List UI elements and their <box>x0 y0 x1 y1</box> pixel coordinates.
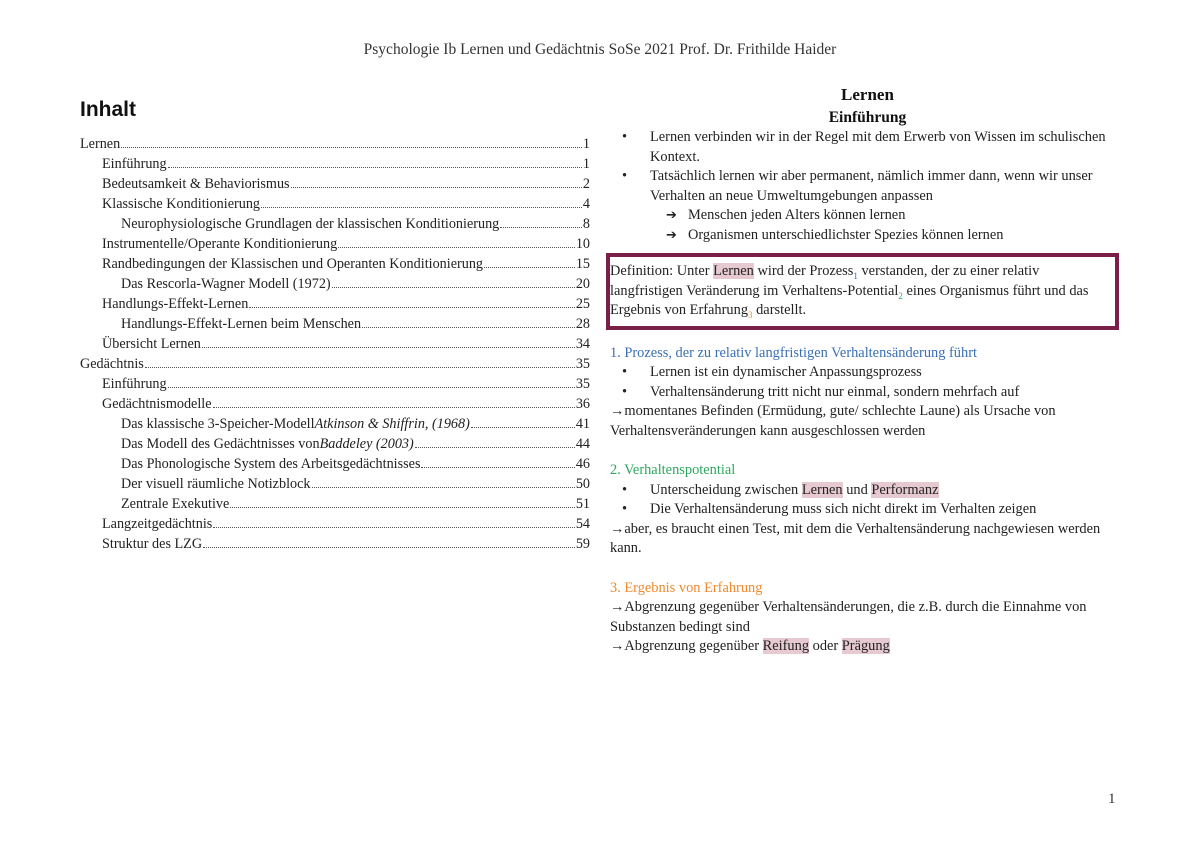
toc-entry[interactable] <box>80 194 590 214</box>
arrow-list <box>610 206 1125 245</box>
toc-entry-title: Das Phonologische System des Arbeitsgedächtnisses <box>121 456 421 472</box>
marker-1: 1 <box>853 270 858 281</box>
toc-leader-dots <box>168 387 575 388</box>
page-header: Psychologie Ib Lernen und Gedächtnis SoSe 2021 Prof. Dr. Frithilde Haider <box>363 41 837 58</box>
list-item: • Unterscheidung zwischen Lernen und Performanz <box>610 481 1125 501</box>
toc-entry[interactable] <box>80 354 590 374</box>
toc-entry-citation: Atkinson & Shiffrin, (1968) <box>314 416 470 432</box>
toc-entry-title: Lernen <box>80 136 121 152</box>
marker-3: 3 <box>748 309 753 320</box>
section-1-text: →momentanes Befinden (Ermüdung, gute/ schlechte Laune) als Ursache von Verhaltensveränderungen kann ausgeschlossen werden <box>610 403 1056 439</box>
toc-page-number: 35 <box>575 356 590 372</box>
toc-entry[interactable] <box>80 334 590 354</box>
toc-entry[interactable] <box>80 294 590 314</box>
toc-leader-dots <box>484 267 575 268</box>
toc-entry-title: Bedeutsamkeit & Behaviorismus <box>102 176 290 192</box>
toc-leader-dots <box>249 307 575 308</box>
toc-entry-title: Klassische Konditionierung <box>102 196 261 212</box>
toc-page-number: 10 <box>575 236 590 252</box>
list-item: • Tatsächlich lernen wir aber permanent, nämlich immer dann, wenn wir unser Verhalten an neue Umweltumgebungen anpassen <box>610 167 1125 206</box>
toc-page-number: 25 <box>575 296 590 312</box>
toc-leader-dots <box>145 367 575 368</box>
toc-leader-dots <box>500 227 582 228</box>
toc-page-number: 41 <box>575 416 590 432</box>
table-of-contents <box>80 134 590 554</box>
definition-text: Definition: Unter Lernen wird der Prozess$_1$ verstanden, der zu einer relativ langfristigen Veränderung im Verhaltens-Potential$_2$ eines Organismus führt und das Ergebnis von Erfahrung$_3$ darstellt. <box>610 263 1089 320</box>
section-1-heading: 1. Prozess, der zu relativ langfristigen Verhaltensänderung führt <box>610 344 977 361</box>
toc-leader-dots <box>362 327 575 328</box>
toc-entry[interactable] <box>80 154 590 174</box>
content-column <box>610 84 1125 657</box>
toc-entry-title: Handlungs-Effekt-Lernen beim Menschen <box>121 316 362 332</box>
toc-leader-dots <box>291 187 582 188</box>
toc-entry[interactable] <box>80 514 590 534</box>
definition-box <box>606 253 1119 330</box>
toc-entry-title: Randbedingungen der Klassischen und Operanten Konditionierung <box>102 256 484 272</box>
toc-title: Inhalt <box>80 98 136 121</box>
toc-page-number: 1 <box>582 136 590 152</box>
toc-entry-title: Gedächtnis <box>80 356 144 372</box>
toc-page-number: 1 <box>582 156 590 172</box>
toc-page-number: 4 <box>582 196 590 212</box>
toc-leader-dots <box>213 527 575 528</box>
toc-page-number: 20 <box>575 276 590 292</box>
toc-entry-title: Struktur des LZG <box>102 536 203 552</box>
toc-entry[interactable] <box>80 534 590 554</box>
toc-entry[interactable] <box>80 214 590 234</box>
toc-entry-title: Gedächtnismodelle <box>102 396 212 412</box>
toc-leader-dots <box>203 547 575 548</box>
section-1-bullets <box>610 363 1125 402</box>
list-item: • Verhaltensänderung tritt nicht nur einmal, sondern mehrfach auf <box>610 383 1125 403</box>
highlight-performanz: Performanz <box>871 481 939 498</box>
toc-page-number: 15 <box>575 256 590 272</box>
toc-page-number: 35 <box>575 376 590 392</box>
toc-entry[interactable] <box>80 174 590 194</box>
section-2-text: →aber, es braucht einen Test, mit dem die Verhaltensänderung nachgewiesen werden kann. <box>610 520 1101 556</box>
section-subtitle: Einführung <box>828 109 907 126</box>
toc-entry-title: Neurophysiologische Grundlagen der klassischen Konditionierung <box>121 216 500 232</box>
toc-entry[interactable] <box>80 254 590 274</box>
toc-entry[interactable] <box>80 374 590 394</box>
section-2-heading: 2. Verhaltenspotential <box>610 462 736 478</box>
toc-page-number: 50 <box>575 476 590 492</box>
section-3-heading: 3. Ergebnis von Erfahrung <box>610 579 763 596</box>
toc-entry[interactable] <box>80 494 590 514</box>
list-item: • Lernen ist ein dynamischer Anpassungsprozess <box>610 363 1125 383</box>
highlight-lernen: Lernen <box>713 263 754 279</box>
toc-entry[interactable] <box>80 474 590 494</box>
toc-leader-dots <box>415 447 575 448</box>
toc-entry[interactable] <box>80 434 590 454</box>
section-3-text-2: →Abgrenzung gegenüber Reifung oder Prägung <box>610 638 890 654</box>
toc-page-number: 46 <box>575 456 590 472</box>
toc-page-number: 51 <box>575 496 590 512</box>
toc-page-number: 59 <box>575 536 590 552</box>
toc-entry-title: Instrumentelle/Operante Konditionierung <box>102 236 338 252</box>
list-item: • Die Verhaltensänderung muss sich nicht direkt im Verhalten zeigen <box>610 500 1125 520</box>
toc-page-number: 2 <box>582 176 590 192</box>
intro-bullet-list <box>610 128 1125 206</box>
toc-page-number: 28 <box>575 316 590 332</box>
section-3-text-1: →Abgrenzung gegenüber Verhaltensänderungen, die z.B. durch die Einnahme von Substanzen bedingt sind <box>610 599 1087 635</box>
toc-entry[interactable] <box>80 274 590 294</box>
toc-leader-dots <box>121 147 582 148</box>
toc-leader-dots <box>202 347 575 348</box>
section-title: Lernen <box>841 85 894 104</box>
toc-leader-dots <box>338 247 575 248</box>
toc-entry-title: Handlungs-Effekt-Lernen <box>102 296 249 312</box>
arrow-item: ➔ Menschen jeden Alters können lernen <box>666 206 1125 226</box>
toc-leader-dots <box>261 207 582 208</box>
toc-entry[interactable] <box>80 234 590 254</box>
arrow-item: ➔ Organismen unterschiedlichster Spezies können lernen <box>666 226 1125 246</box>
toc-page-number: 36 <box>575 396 590 412</box>
toc-page-number: 34 <box>575 336 590 352</box>
toc-entry-title: Das Rescorla-Wagner Modell (1972) <box>121 276 331 292</box>
section-1 <box>610 344 1125 442</box>
toc-leader-dots <box>471 427 575 428</box>
toc-entry[interactable] <box>80 414 590 434</box>
toc-entry[interactable] <box>80 314 590 334</box>
toc-leader-dots <box>312 487 575 488</box>
toc-entry-title: Zentrale Exekutive <box>121 496 230 512</box>
marker-2: 2 <box>898 290 903 301</box>
list-item: • Lernen verbinden wir in der Regel mit dem Erwerb von Wissen im schulischen Kontext. <box>610 128 1125 167</box>
toc-leader-dots <box>168 167 582 168</box>
toc-entry-title: Langzeitgedächtnis <box>102 516 213 532</box>
section-2-bullets <box>610 481 1125 520</box>
toc-page-number: 54 <box>575 516 590 532</box>
toc-entry-title: Der visuell räumliche Notizblock <box>121 476 311 492</box>
toc-entry[interactable] <box>80 394 590 414</box>
toc-entry-title: Übersicht Lernen <box>102 336 201 352</box>
toc-entry-citation: Baddeley (2003) <box>319 436 414 452</box>
toc-leader-dots <box>332 287 575 288</box>
toc-leader-dots <box>213 407 575 408</box>
toc-page-number: 44 <box>575 436 590 452</box>
toc-leader-dots <box>421 467 574 468</box>
toc-entry[interactable] <box>80 134 590 154</box>
highlight-reifung: Reifung <box>762 638 810 654</box>
toc-entry-title: Das klassische 3-Speicher-Modell <box>121 416 315 432</box>
highlight-praegung: Prägung <box>841 638 890 654</box>
section-2 <box>610 461 1125 559</box>
highlight-lernen: Lernen <box>801 481 843 498</box>
toc-entry-title: Das Modell des Gedächtnisses von <box>121 436 320 452</box>
toc-leader-dots <box>230 507 574 508</box>
section-3 <box>610 579 1125 657</box>
toc-entry-title: Einführung <box>102 376 167 392</box>
page-number: 1 <box>1108 791 1116 807</box>
toc-entry-title: Einführung <box>102 156 167 172</box>
toc-entry[interactable] <box>80 454 590 474</box>
toc-page-number: 8 <box>582 216 590 232</box>
